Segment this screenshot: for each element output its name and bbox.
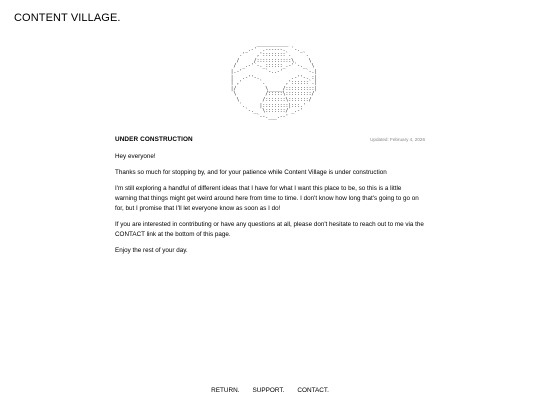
paragraph-exploring: I'm still exploring a handful of different ideas that I have for what I want this place to be, so this is a little warning that things might get weird around here from time to time. I don't know how long that's going to go on for, but I promise that I'll let everyone know as soon as I do! [115, 185, 419, 212]
paragraph-contact-info: If you are interested in contributing or have any questions at all, please don't hesitate to reach out to me via the CONTACT link at the bottom of this page. [115, 221, 424, 238]
updated-date: Updated: February 4, 2026 [370, 137, 425, 142]
paragraph-thanks: Thanks so much for stopping by, and for your patience while Content Village is under construction [115, 169, 387, 176]
paragraph-greeting: Hey everyone! [115, 153, 156, 160]
main-content [115, 136, 425, 262]
contact-link[interactable]: CONTACT. [297, 387, 329, 394]
support-link[interactable]: SUPPORT. [252, 387, 285, 394]
content-header [115, 136, 425, 143]
return-link[interactable]: RETURN. [211, 387, 240, 394]
page-heading: UNDER CONSTRUCTION [115, 136, 193, 143]
site-title-link[interactable]: CONTENT VILLAGE. [14, 12, 121, 24]
paragraph-signoff: Enjoy the rest of your day. [115, 247, 188, 254]
soccer-ball-ascii-icon: ___________ _.-' .------. `-._ .' ,'::::::::`. `. / /::::::::::::\ \ / _.-'`-._::::::_.-'`-._ \ |.-' `-..-' `-.| | .-''-. .-''-. :| | ,' `. ,'::::::`.| |/ \_____/::::::::::| \ /:::::\:::::::::/ \ /:::::::\:::::::/ `. |:::::::::|:::.' `-._ \:::::::/ _.-' `--.___.--' [230, 42, 318, 120]
footer-nav [0, 387, 540, 394]
